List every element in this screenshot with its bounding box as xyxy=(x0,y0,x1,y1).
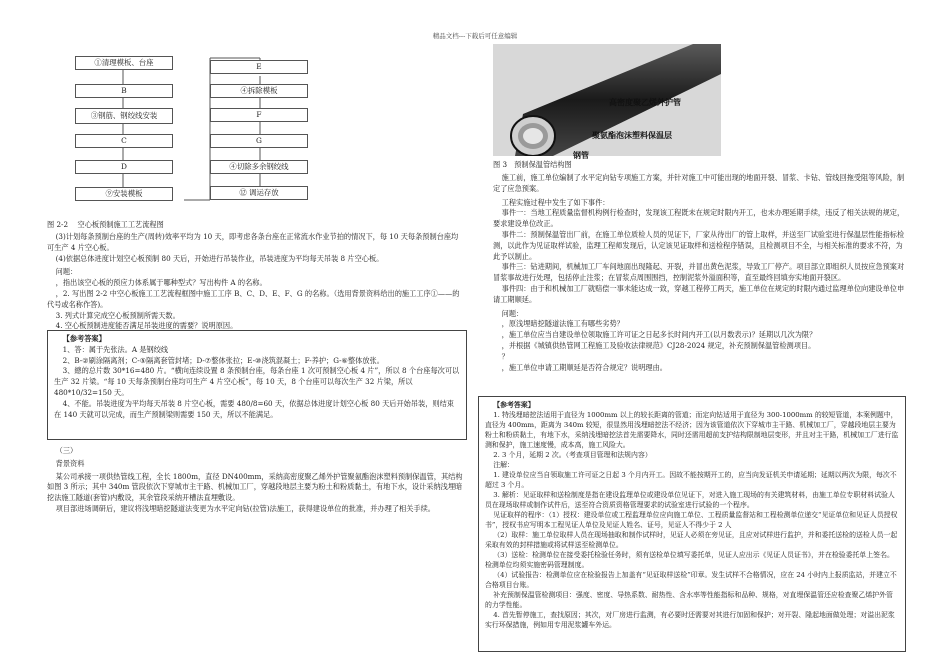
answer-item: 1. 建设单位应当自领取施工许可证之日起 3 个月内开工。因故不能按期开工的，应当向发证机关申请延期；延期以两次为限，每次不超过 3 个月。 xyxy=(485,471,897,489)
paragraph: (4)依据总体进度计划空心板预制 80 天后，开始进行吊装作业，吊装进度为平均每天吊装 8 片空心板。 xyxy=(55,253,384,263)
figure-caption-2-2: 图 2-2 空心板预制施工工艺流程图 xyxy=(47,220,164,229)
flow-step-f: F xyxy=(210,108,308,122)
questions-heading: 问题： xyxy=(501,308,524,318)
answer-item: 2、B-②刷涂隔离剂；C-⑤隔离套管封堵；D-⑦整体张拉；E-⑩浇筑混凝土；F-养护；G-⑥整体放张。 xyxy=(62,355,384,365)
left-column-text xyxy=(47,232,465,332)
flow-step-3: ③钢筋、钢绞线安装 xyxy=(75,108,173,124)
flow-step-b: B xyxy=(75,84,173,98)
answer-heading: 【参考答案】 xyxy=(62,334,106,343)
question-item: ，并根据《城镇供热管网工程施工及验收法律规范》CJ28-2024 规定，补充预制保温管检测项目。 xyxy=(501,340,816,350)
event-3: 事件三：钻进期间，机械加工厂车间地面出现隆起、开裂，并冒出黄色泥浆，导致工厂停产。项目部立即组织人员按应急预案对冒浆事故进行处理，包括停止注浆；在冒浆点周围围挡，控制泥浆外溢面积等，直至最终回填夯实地面开裂区。 xyxy=(493,262,905,283)
answer-box-2 xyxy=(478,396,906,652)
answer-item: （2）取样：施工单位取样人员在现场抽取和制作试样时，见证人必须在旁见证，且应对试样进行监护，并和委托送检的送检人员一起采取有效的封样措施或将试样送至检测单位。 xyxy=(485,531,898,549)
flow-step-cut: ④切除多余钢绞线 xyxy=(210,160,308,174)
answer-item: 1. 特浅埋暗挖法适用于直径为 1000mm 以上的较长距离的管道；而定向钻适用于直径为 300-1000mm 的较短管道，本案例题中，直径为 400mm，距离为 340m 较短，很显然用浅埋暗挖法不经济；因为该管道依次下穿城市主干路、机械加工厂，穿越段地层主要为粉土和粉质黏土，有地下水，采纳浅埋暗挖法首先需要降水，同时还需用超前支护结构限制地层变形，并且对主干路，机械加工厂进行监测和保护，施工速度慢，成本高，施工风险大。 xyxy=(485,411,899,449)
answer-item: 2. 3 个月，延期 2 次。（考查项目管理和法规内容） xyxy=(493,451,652,459)
answer-item: 见证取样的程序：（1）授权：建设单位或工程监理单位应向施工单位、工程质量监督站和工程检测单位递交“见证单位和见证人员授权书”，授权书应写明本工程见证人单位及见证人姓名、证号，见证人不得少于 2 人 xyxy=(485,511,898,529)
answer-item: 1、答：属于先张法。A 是钢绞线 xyxy=(62,344,169,354)
answer-box-1 xyxy=(47,330,467,440)
questions-heading: 问题： xyxy=(55,267,78,277)
label-steel-pipe: 钢管 xyxy=(573,151,589,160)
answer-item: 4、不能。吊装进度为平均每天吊装 8 片空心板，需要 480/8=60 天，依据总体进度计划空心板 80 天后开始吊装，则结束在 140 天就可以完成，而生产预制梁则需要 150 天，所以不能满足。 xyxy=(54,398,454,419)
answer-item: 3. 解析：见证取样和送检制度是指在建设监理单位或建设单位见证下，对进入施工现场的有关建筑材料，由施工单位专职材料试验人员在现场取样或制作试件后，送至符合资质资格管理要求的试验室进行试验的一个程序。 xyxy=(485,491,895,509)
flow-step-9: ⑨安装模板 xyxy=(75,187,173,201)
flow-step-4: ④拆除模板 xyxy=(210,84,308,98)
question-item: ，施工单位应当自建设单位领取施工许可证之日起多长时间内开工(以月数表示)？延期以几次为限？ xyxy=(501,330,817,340)
question-item: ，指出该空心板的预应力体系属于哪种型式？写出构件 A 的名称。 xyxy=(55,278,267,288)
answer-item: 4. 首先暂停施工，查找原因；其次，对厂房进行监测，有必要时还需要对其进行加固和保护；对开裂、隆起地面做处理；对溢出泥浆实行环保措施，例如用专用泥浆罐车外运。 xyxy=(485,611,895,629)
section-three xyxy=(47,446,467,515)
paragraph: 项目部进场调研后，建议将浅埋暗挖隧道法变更为水平定向钻(拉管)法施工，获得建设单位的批准，并办理了相关手续。 xyxy=(55,503,435,513)
answer-note: 注解： xyxy=(493,461,514,469)
event-4: 事件四：由于和机械加工厂就赔偿一事未能达成一致，穿越工程停工两天，施工单位在规定的时限内通过监理单位向建设单位申请工期顺延。 xyxy=(493,283,905,304)
flow-step-e: E xyxy=(210,60,308,74)
flow-step-12: ⑫ 调运存放 xyxy=(210,186,308,200)
answer-item: 补充预制保温管检测项目：强度、密度、导热系数、耐热性、含水率等性能指标和品种、规格，对直埋保温管还应检查聚乙烯护外管的力学性能。 xyxy=(485,591,893,609)
right-column-text xyxy=(493,173,905,373)
paragraph: 工程实施过程中发生了如下事件： xyxy=(501,197,610,207)
question-item: 4. 空心板预制进度能否满足吊装进度的需要？说明原因。 xyxy=(55,321,238,331)
answer-item: （3）送检：检测单位在接受委托检验任务时，须有送检单位填写委托单，见证人应出示《见证人员证书》，并在检验委托单上签名。检测单位均须实施密码管理制度。 xyxy=(485,551,894,569)
label-foam-layer: 聚氨酯泡沫塑料保温层 xyxy=(592,131,672,140)
question-item: ？ xyxy=(501,351,509,361)
label-outer-sheath: 高密度聚乙烯外护管 xyxy=(609,98,681,107)
flow-step-d: D xyxy=(75,160,173,174)
question-item: ，施工单位申请工期顺延是否符合规定？说明理由。 xyxy=(501,362,667,372)
answer-heading: 【参考答案】 xyxy=(493,401,535,409)
paragraph: 某公司承接一项供热管线工程，全长 1800m，直径 DN400mm，采纳高密度聚乙烯外护管聚氨酯泡沫塑料预制保温管，其结构如图 3 所示；其中 340m 管段依次下穿城市主干路、机械加工厂，穿越段地层主要为粉土和粉质黏土，有地下水，设计采纳浅埋暗挖法施工隧道(套管)内敷设，其余管段采纳开槽法直埋敷设。 xyxy=(47,471,463,503)
background-title: 背景资料 xyxy=(55,458,85,468)
answer-item: （4）试验报告：检测单位应在检验报告上加盖有“见证取样送检”印章。发生试样不合格情况，应在 24 小时内上报质监站，并建立不合格项目台账。 xyxy=(485,571,897,589)
event-1: 事件一：当地工程质量监督机构例行检查时，发现该工程既未在规定时限内开工，也未办理延期手续，违反了相关法规的规定，要求建设单位改正。 xyxy=(493,208,905,229)
flow-step-1: ①清理模板、台座 xyxy=(75,56,173,70)
figure-caption-3: 图 3 预制保温管结构图 xyxy=(493,160,572,169)
answer-item: 3、總的总片数 30*16=480 片。“横向连续设置 8 条预制台座，每条台座 1 次可预制空心板 4 片”，所以 8 个台座每次可以生产 32 片梁。“每 10 天每条预制台座均可生产 4 片空心板”，每 10 天，8 个台座可以每次生产 32 片梁，所以 480*10/32=150 天。 xyxy=(54,366,460,397)
paragraph: 施工前，施工单位编制了水平定向钻专项施工方案，并针对施工中可能出现的地面开裂、冒浆、卡钻、管线回拖受阻等风险，制定了应急预案。 xyxy=(493,173,905,193)
question-item: ，原浅埋暗挖隧道法施工有哪些劣势？ xyxy=(501,319,624,329)
flow-step-c: C xyxy=(75,134,173,148)
page-header: 精品文档---下载后可任意编辑 xyxy=(432,32,518,40)
flow-step-g: G xyxy=(210,134,308,148)
question-item: 3. 列式计算完成空心板预制所需天数。 xyxy=(55,310,180,320)
section-number: （三） xyxy=(55,446,78,455)
paragraph: (3)计划每条预制台座的生产(周转)效率平均为 10 天，即考虑各条台座在正常流水作业节拍的情况下，每 10 天每条预制台座均可生产 4 片空心板。 xyxy=(47,232,459,252)
event-2: 事件二：预制保温管出厂前，在施工单位质检人员的见证下，厂家从待出厂的管上取样，并送至厂试验室进行保温层性能指标检测，以此作为见证取样试验，监理工程师发现后，认定该见证取样和送检程序错误，且检测项目不全，与相关标准的要求不符，为此予以制止。 xyxy=(493,229,905,261)
question-item: ，2. 写出图 2-2 中空心板施工工艺流程框图中施工工序 B、C、D、E、F、G 的名称。（选用背景资料给出的施工工序①——的代号或名称作答)。 xyxy=(47,288,460,309)
